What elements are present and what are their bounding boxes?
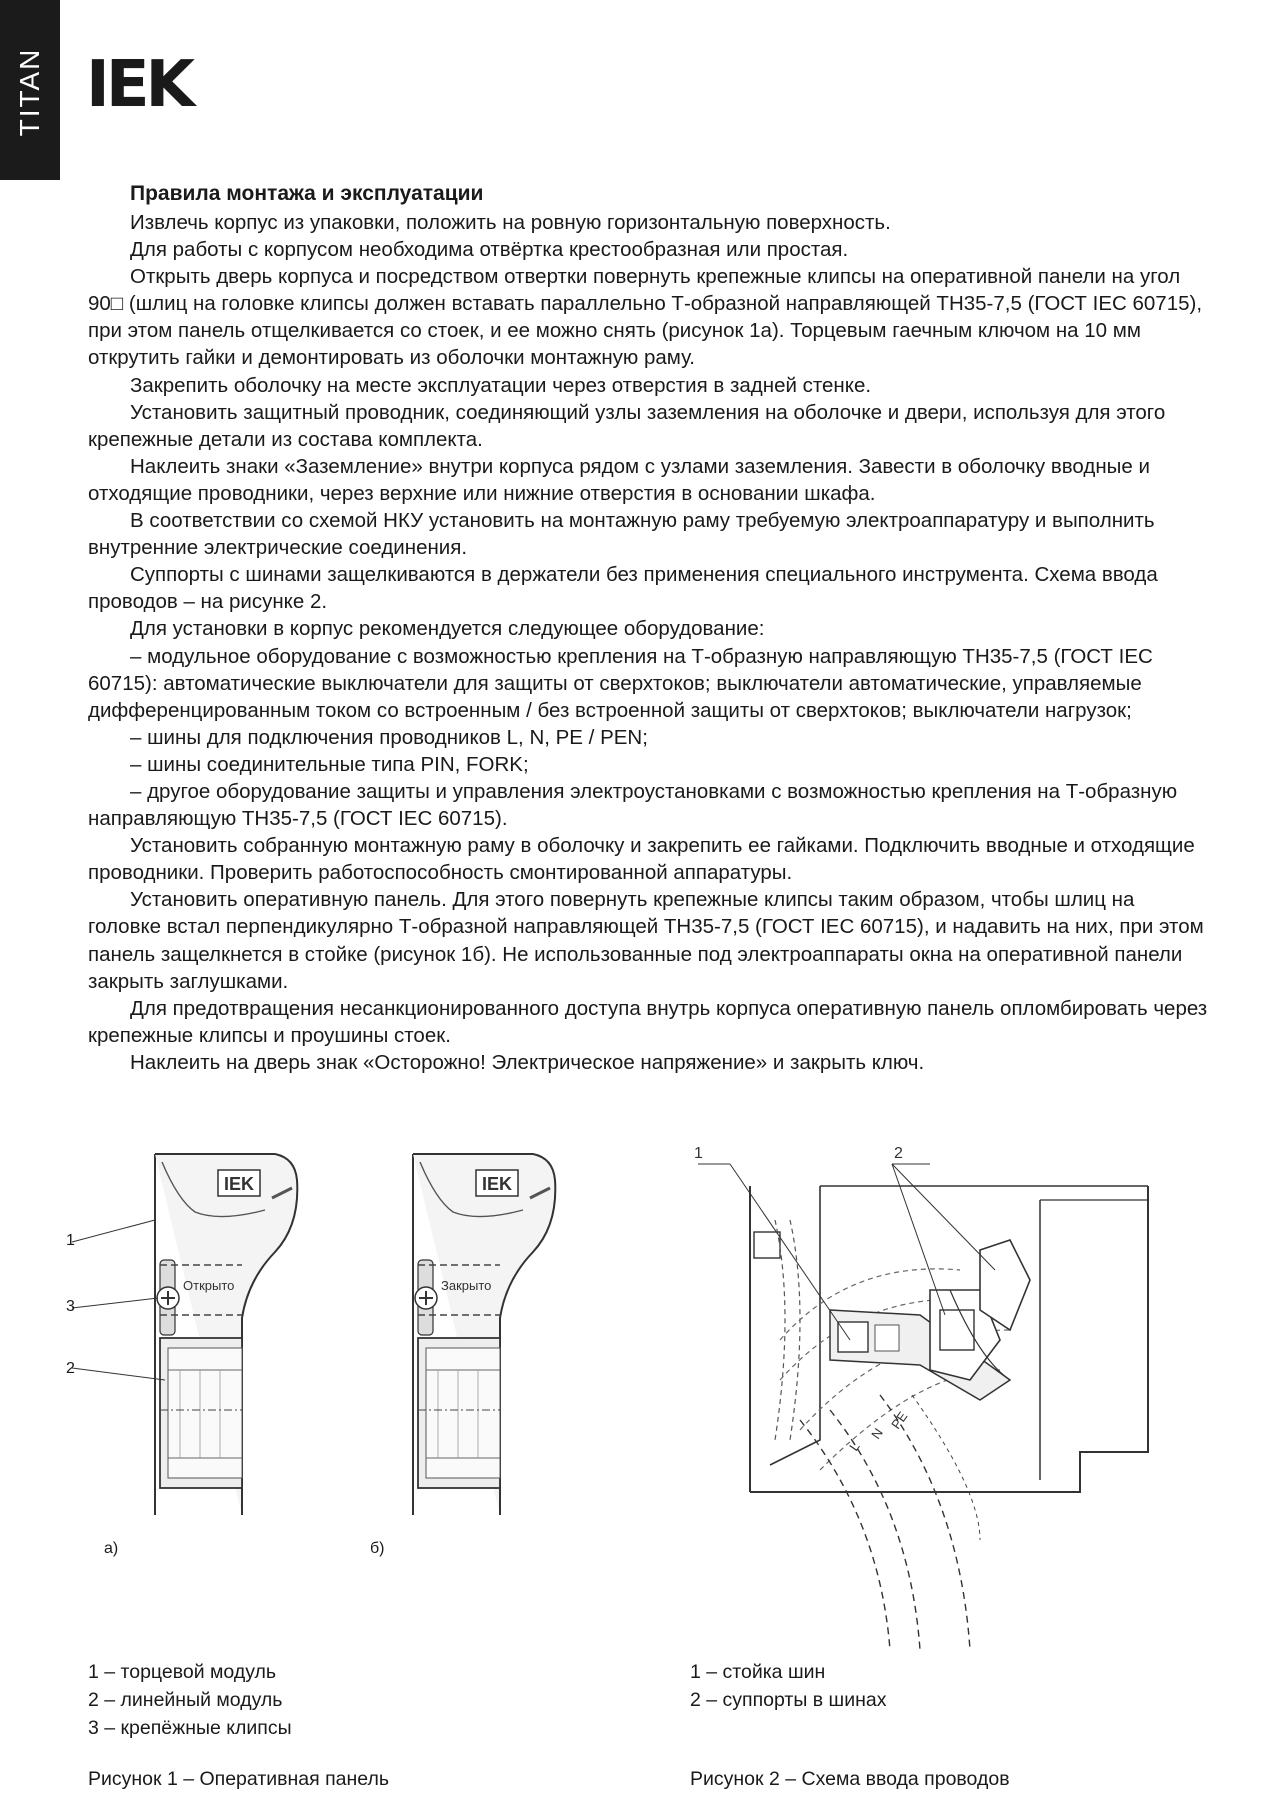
instruction-paragraph: Установить оперативную панель. Для этого повернуть крепежные клипсы таким образом, чтобы шлиц на головке встал перпендикулярно Т-образной направляющей ТН35-7,5 (ГОСТ IEC 60715), и надавить на них, при этом панель защелкнется в стойке (рисунок 1б). Не использованные под электроаппараты окна на оперативной панели закрыть заглушками. — [88, 888, 1204, 993]
figure2-legend-item: 1 – стойка шин — [690, 1661, 826, 1683]
figure2-callout-2: 2 — [894, 1145, 903, 1162]
instruction-paragraph: Наклеить знаки «Заземление» внутри корпуса рядом с узлами заземления. Завести в оболочку вводные и отходящие проводники, через верхние или нижние отверстия в основании шкафа. — [88, 454, 1150, 505]
instructions-body — [88, 209, 1208, 1076]
instructions-section — [88, 180, 1208, 1076]
instruction-paragraph: Установить защитный проводник, соединяющий узлы заземления на оболочке и двери, используя для этого крепежные детали из состава комплекта. — [88, 400, 1166, 451]
figure1b-logo-text: IEK — [481, 1174, 513, 1194]
figures-area — [0, 1140, 1280, 1810]
instruction-paragraph: Открыть дверь корпуса и посредством отвертки повернуть крепежные клипсы на оперативной панели на угол 90□ (шлиц на головке клипсы должен вставать параллельно Т-образной направляющей ТН35-7,5 (ГОСТ IEC 60715), при этом панель отщелкивается со стоек, и ее можно снять (рисунок 1а). Торцевым гаечным ключом на 10 мм открутить гайки и демонтировать из оболочки монтажную раму. — [88, 265, 1203, 370]
figure1-legend-item: 2 – линейный модуль — [88, 1689, 283, 1711]
figure1-legend — [88, 1658, 292, 1742]
instructions-title: Правила монтажа и эксплуатации — [130, 182, 484, 205]
figure2-bus-label-n: N — [868, 1425, 886, 1442]
figure2-caption: Рисунок 2 – Схема ввода проводов — [690, 1768, 1010, 1790]
figure1b-sublabel: б) — [370, 1540, 385, 1557]
instruction-paragraph: Извлечь корпус из упаковки, положить на ровную горизонтальную поверхность. — [130, 211, 891, 234]
figure1a-logo-text: IEK — [223, 1174, 255, 1194]
instruction-paragraph: Для предотвращения несанкционированного доступа внутрь корпуса оперативную панель опломбировать через крепежные клипсы и проушины стоек. — [88, 996, 1208, 1047]
instruction-paragraph: В соответствии со схемой НКУ установить на монтажную раму требуемую электроаппаратуру и выполнить внутренние электрические соединения. — [88, 509, 1155, 560]
figure2-legend — [690, 1658, 886, 1714]
instruction-paragraph: Для работы с корпусом необходима отвёртка крестообразная или простая. — [130, 238, 849, 262]
figure1-callout-3: 3 — [66, 1298, 75, 1315]
figure1-caption: Рисунок 1 – Оперативная панель — [88, 1768, 390, 1790]
figure2-legend-item: 2 – суппорты в шинах — [690, 1689, 887, 1711]
instruction-paragraph: Для установки в корпус рекомендуется следующее оборудование: — [130, 617, 765, 641]
figure1a-clip-text: Открыто — [183, 1278, 235, 1293]
figure2-bus-label-l: L — [846, 1439, 863, 1454]
figure1a-sublabel: а) — [104, 1540, 119, 1557]
figure2-diagram — [680, 1140, 1200, 1660]
instruction-paragraph: Наклеить на дверь знак «Осторожно! Электрическое напряжение» и закрыть ключ. — [130, 1050, 925, 1074]
figure1-panel-a — [60, 1140, 310, 1520]
figure1-legend-item: 1 – торцевой модуль — [88, 1661, 277, 1683]
instruction-paragraph: – шины соединительные типа PIN, FORK; — [130, 752, 529, 776]
figure2-callout-1: 1 — [694, 1145, 703, 1162]
figure2-bus-label-pe: PE — [888, 1408, 911, 1432]
instruction-paragraph: – шины для подключения проводников L, N, PE / PEN; — [130, 725, 648, 749]
figure1-panel-b — [318, 1140, 568, 1520]
figure1-callout-1: 1 — [66, 1232, 75, 1249]
instruction-paragraph: Установить собранную монтажную раму в оболочку и закрепить ее гайками. Подключить вводные и отходящие проводники. Проверить работоспособность смонтированной аппаратуры. — [88, 834, 1195, 885]
side-tab-label: TITAN — [14, 47, 45, 137]
figure1-legend-item: 3 – крепёжные клипсы — [88, 1717, 292, 1739]
instruction-paragraph: Закрепить оболочку на месте эксплуатации через отверстия в задней стенке. — [130, 373, 872, 397]
figure1b-clip-text: Закрыто — [441, 1278, 492, 1293]
figure1-callout-2: 2 — [66, 1360, 75, 1377]
instruction-paragraph: – модульное оборудование с возможностью крепления на Т-образную направляющую ТН35-7,5 (ГОСТ IEC 60715): автоматические выключатели для защиты от сверхтоков; выключатели автоматические, управляемые дифференцированным током со встроенным / без встроенной защиты от сверхтоков; выключатели нагрузок; — [88, 644, 1153, 722]
side-tab — [0, 0, 60, 180]
instruction-paragraph: Суппорты с шинами защелкиваются в держатели без применения специального инструмента. Схема ввода проводов – на рисунке 2. — [88, 563, 1158, 614]
brand-logo — [86, 48, 218, 122]
instruction-paragraph: – другое оборудование защиты и управления электроустановками с возможностью крепления на Т-образную направляющую ТН35-7,5 (ГОСТ IEC 60715). — [88, 779, 1178, 831]
brand-logo-text: IEK — [86, 48, 192, 122]
